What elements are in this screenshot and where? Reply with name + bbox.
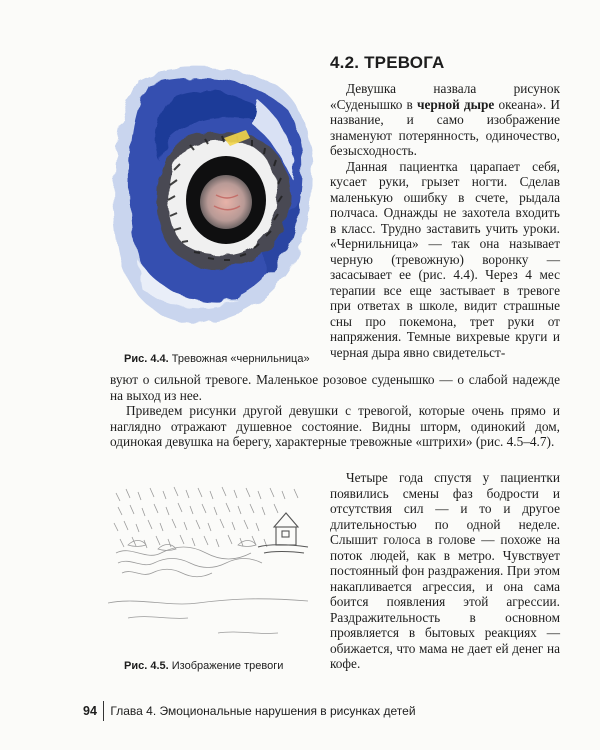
section-heading: 4.2. ТРЕВОГА [330, 53, 445, 72]
right-column-text-bottom [330, 470, 560, 672]
figure-4-5-label: Рис. 4.5. [124, 660, 169, 672]
figure-4-4-caption [124, 353, 310, 365]
right-column-text [330, 81, 560, 360]
paragraph-2: Данная пациентка царапает себя, кусает руки, грызет ногти. Сделав маленькую ошибку в счете, рыдала полчаса. Однажды не захотела входить в класс. Трудно заставить учить уроки. «Чернильница» — так она называет черную (тревожную) воронку — засасывает ее (рис. 4.4). Через 4 мес терапии все еще застывает в тревоге при ответах в школе, видит страшные сны про покемона, трет руки от напряжения. Темные вихревые круги и черная дыра явно свидетельст- [330, 158, 560, 360]
paragraph-1-tail: океана». И название, и само изображение знаменуют потерянность, одиночество, безысходность. [330, 96, 560, 158]
footer-divider [103, 701, 105, 721]
pink-ship [200, 175, 252, 229]
figure-4-4-label: Рис. 4.4. [124, 353, 169, 365]
chapter-title: Глава 4. Эмоциональные нарушения в рисунках детей [110, 704, 416, 718]
page-footer [83, 700, 416, 722]
figure-4-4-drawing [108, 60, 320, 332]
paragraph-1-lead: Девушка назвала рисунок «Суденышко в [330, 81, 560, 112]
figure-4-5-caption-text: Изображение тревоги [171, 660, 284, 672]
paragraph-3: Приведем рисунки другой девушки с тревогой, которые очень прямо и наглядно отражают душевное состояние. Видны шторм, одинокий дом, одинокая девушка на берегу, характерные тревожные «штрихи» (рис. 4.5–4.7). [110, 403, 560, 449]
paragraph-1-bold: черной дыре [416, 96, 495, 112]
figure-4-4-caption-text: Тревожная «чернильница» [171, 353, 310, 365]
lonely-house [258, 513, 308, 553]
paragraph-4: Четыре года спустя у пациентки появились смены фаз бодрости и отсутствия сил — и то и другое длительностью по одной неделе. Слышит голоса в голове — похоже на поток людей, как в метро. Чувствует постоянный фон раздражения. При этом накапливается агрессия, и она сама боится появления этой агрессии. Раздражительность в основном проявляется в бытовых реакциях — обижается, что мама не дает ей денег на кофе. [330, 470, 560, 671]
paragraph-1 [330, 81, 560, 159]
paragraph-2-continuation: вуют о сильной тревоге. Маленькое розовое суденышко — о слабой надежде на выход из нее. [110, 372, 560, 403]
wide-text-block [110, 372, 560, 450]
figure-4-5-caption [124, 660, 283, 672]
figure-4-5-drawing [108, 483, 313, 653]
page-number: 94 [83, 704, 97, 718]
